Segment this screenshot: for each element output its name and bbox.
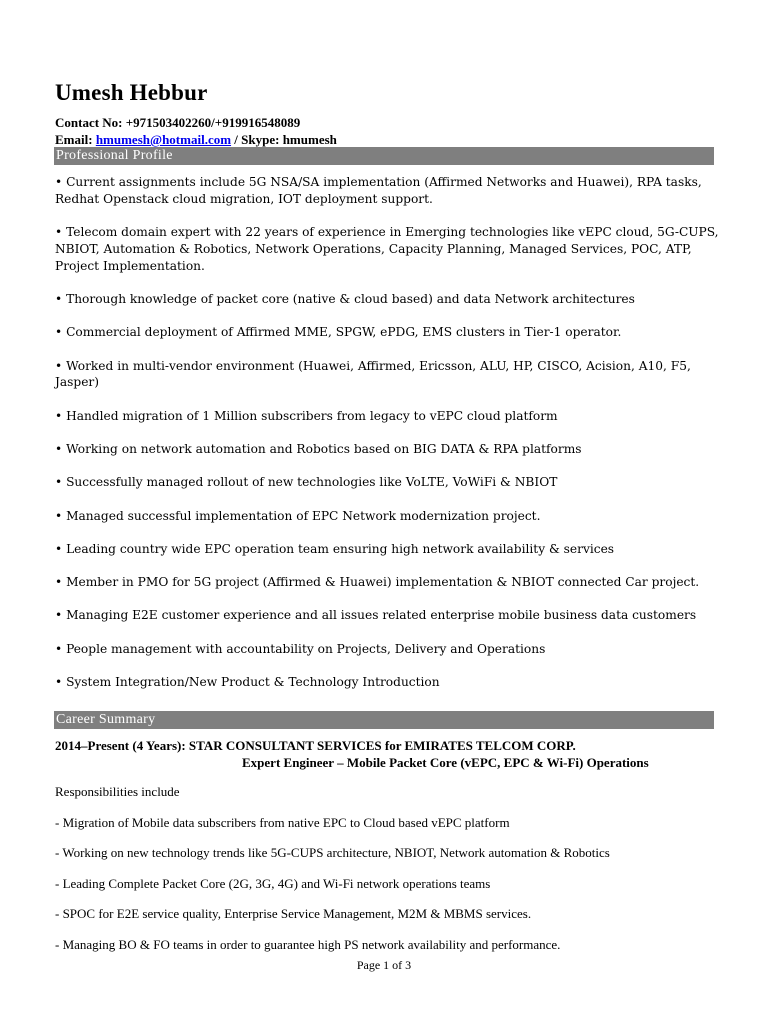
email-line <box>55 131 337 148</box>
skype-text: / Skype: hmumesh <box>234 132 337 147</box>
contact-phone: +971503402260/+919916548089 <box>125 115 301 130</box>
profile-bullet: • Telecom domain expert with 22 years of experience in Emerging technologies like vEPC cloud, 5G-CUPS, NBIOT, Automation & Robotics, Network Operations, Capacity Planning, Managed Services, POC, ATP, Project Implementation. <box>55 225 719 273</box>
candidate-name: Umesh Hebbur <box>55 80 208 105</box>
responsibilities-list <box>55 784 720 968</box>
profile-bullet: • Managing E2E customer experience and all issues related enterprise mobile business data customers <box>55 608 697 623</box>
career-entry <box>55 738 720 771</box>
responsibility-item: - Leading Complete Packet Core (2G, 3G, 4G) and Wi-Fi network operations teams <box>55 875 491 891</box>
page-number: Page 1 of 3 <box>356 958 412 972</box>
responsibility-item: - SPOC for E2E service quality, Enterprise Service Management, M2M & MBMS services. <box>55 906 532 922</box>
responsibility-item: - Migration of Mobile data subscribers from native EPC to Cloud based vEPC platform <box>55 814 510 830</box>
profile-bullet: • Working on network automation and Robotics based on BIG DATA & RPA platforms <box>55 441 582 456</box>
contact-label: Contact No: <box>55 115 123 130</box>
career-summary-heading: Career Summary <box>54 711 714 729</box>
responsibility-item: - Working on new technology trends like 5G-CUPS architecture, NBIOT, Network automation & Robotics <box>55 845 610 861</box>
career-role: Expert Engineer – Mobile Packet Core (vEPC, EPC & Wi-Fi) Operations <box>242 755 649 770</box>
profile-bullet: • Handled migration of 1 Million subscribers from legacy to vEPC cloud platform <box>55 408 558 423</box>
profile-bullet: • Commercial deployment of Affirmed MME, SPGW, ePDG, EMS clusters in Tier-1 operator. <box>55 325 622 340</box>
profile-bullet: • Thorough knowledge of packet core (native & cloud based) and data Network architectures <box>55 291 635 306</box>
responsibility-item: Responsibilities include <box>55 784 180 799</box>
profile-bullet: • Leading country wide EPC operation team ensuring high network availability & services <box>55 541 615 556</box>
profile-bullet-list <box>55 174 720 707</box>
professional-profile-heading: Professional Profile <box>54 147 714 165</box>
contact-block <box>55 114 337 148</box>
email-link[interactable]: hmumesh@hotmail.com <box>95 132 232 147</box>
profile-bullet: • People management with accountability on Projects, Delivery and Operations <box>55 641 546 656</box>
profile-bullet: • System Integration/New Product & Technology Introduction <box>55 675 440 690</box>
profile-bullet: • Managed successful implementation of EPC Network modernization project. <box>55 508 541 523</box>
career-period: 2014–Present (4 Years): STAR CONSULTANT SERVICES for EMIRATES TELCOM CORP. <box>55 738 576 753</box>
responsibility-item: - Managing BO & FO teams in order to guarantee high PS network availability and performance. <box>55 936 561 952</box>
profile-bullet: • Successfully managed rollout of new technologies like VoLTE, VoWiFi & NBIOT <box>55 475 558 490</box>
email-label: Email: <box>55 132 93 147</box>
profile-bullet: • Member in PMO for 5G project (Affirmed & Huawei) implementation & NBIOT connected Car project. <box>55 575 700 590</box>
contact-line <box>55 114 337 131</box>
profile-bullet: • Worked in multi-vendor environment (Huawei, Affirmed, Ericsson, ALU, HP, CISCO, Acision, A10, F5, Jasper) <box>55 358 691 390</box>
profile-bullet: • Current assignments include 5G NSA/SA implementation (Affirmed Networks and Huawei), RPA tasks, Redhat Openstack cloud migration, IOT deployment support. <box>55 175 702 206</box>
